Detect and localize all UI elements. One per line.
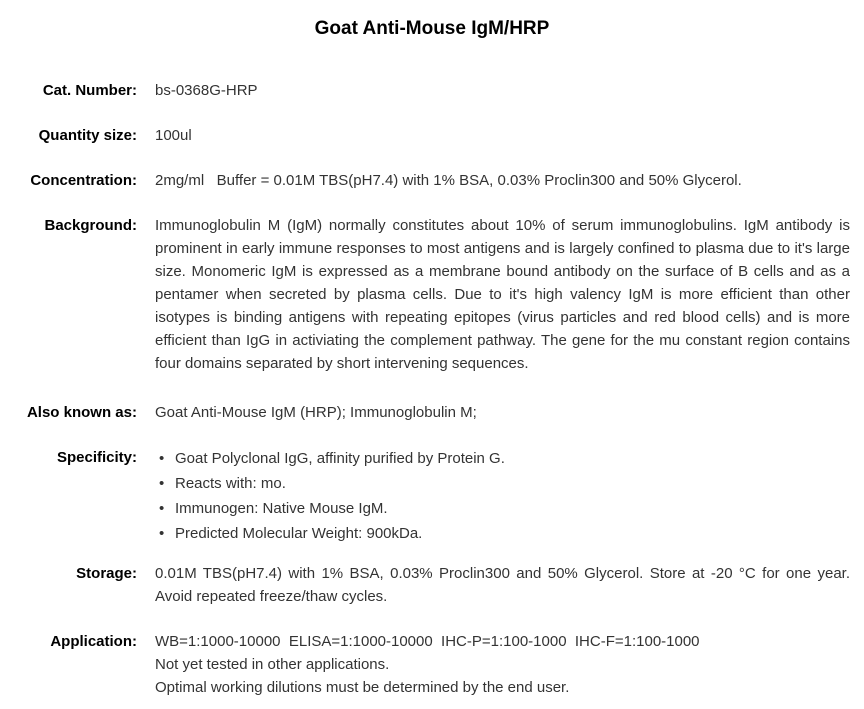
field-value (155, 446, 850, 546)
field-value (155, 630, 850, 699)
field-value: 2mg/ml Buffer = 0.01M TBS(pH7.4) with 1% BSA, 0.03% Proclin300 and 50% Glycerol. (155, 172, 742, 189)
application-lines (155, 630, 850, 699)
field-row-cat-number (0, 79, 864, 102)
field-row-quantity-size (0, 124, 864, 147)
field-label: Cat. Number: (42, 82, 137, 99)
field-value: Immunoglobulin M (IgM) normally constitutes about 10% of serum immunoglobulins. IgM antibody is prominent in early immune responses to most antigens and is largely confined to plasma due to it's large size. Monomeric IgM is expressed as a membrane bound antibody on the surface of B cells and as a pentamer when secreted by plasma cells. Due to it's high valency IgM is more efficient than other isotypes is binding antigens with repeating epitopes (virus particles and red blood cells) and is more efficient than IgG in activiating the complement pathway. The gene for the mu constant region contains four domains separated by short intervening sequences. (155, 217, 850, 372)
field-value: bs-0368G-HRP (155, 82, 258, 99)
application-line: Optimal working dilutions must be determined by the end user. (155, 679, 570, 696)
field-label: Also known as: (26, 404, 137, 421)
field-row-specificity (0, 446, 864, 546)
field-value: 0.01M TBS(pH7.4) with 1% BSA, 0.03% Proclin300 and 50% Glycerol. Store at -20 °C for one year. Avoid repeated freeze/thaw cycles. (155, 565, 850, 605)
specificity-list-item: • Immunogen: Native Mouse IgM. (155, 496, 850, 521)
field-label: Specificity: (56, 449, 137, 466)
specificity-list-item: • Goat Polyclonal IgG, affinity purified by Protein G. (155, 446, 850, 471)
specificity-list (155, 446, 850, 546)
field-label: Storage: (76, 565, 137, 582)
field-value: Goat Anti-Mouse IgM (HRP); Immunoglobulin M; (155, 404, 477, 421)
field-label: Application: (50, 633, 137, 650)
application-line: Not yet tested in other applications. (155, 656, 390, 673)
field-label: Background: (44, 217, 137, 234)
field-row-application (0, 630, 864, 699)
specificity-list-item: • Predicted Molecular Weight: 900kDa. (155, 521, 850, 546)
field-label: Concentration: (30, 172, 137, 189)
field-row-background (0, 214, 864, 375)
page-title: Goat Anti-Mouse IgM/HRP (314, 18, 550, 39)
field-row-also-known-as (0, 401, 864, 424)
field-row-storage (0, 562, 864, 608)
field-value: 100ul (155, 127, 192, 144)
field-row-concentration (0, 169, 864, 192)
field-label: Quantity size: (38, 127, 137, 144)
specificity-list-item: • Reacts with: mo. (155, 471, 850, 496)
application-line: WB=1:1000-10000 ELISA=1:1000-10000 IHC-P=1:100-1000 IHC-F=1:100-1000 (155, 633, 700, 650)
